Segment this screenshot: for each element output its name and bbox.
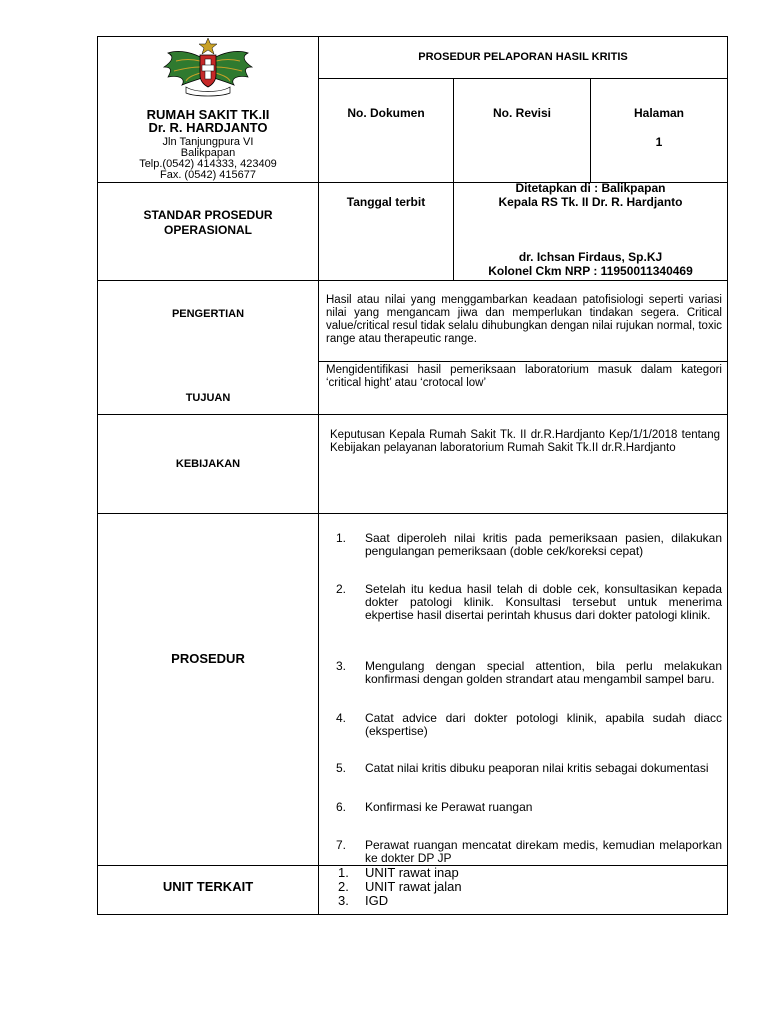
- prosedur-label: PROSEDUR: [171, 651, 245, 666]
- prosedur-step-7: [336, 839, 722, 866]
- pengertian-text: Hasil atau nilai yang menggambarkan keadaan patofisiologi seperti variasi nilai yang mengancam jiwa dan memperlukan tindakan segera. Critical value/critical resul tidak selalu dihubungkan dengan nilai rujukan normal, toxic range atau therapeutic range.: [326, 294, 722, 345]
- tujuan-text: Mengidentifikasi hasil pemeriksaan laboratorium masuk dalam kategori ‘critical hight’ atau ‘crotocal low’: [326, 364, 722, 389]
- unit-item-3: [338, 894, 388, 908]
- hospital-logo: [160, 37, 256, 97]
- header-col-divider-2: [590, 78, 591, 182]
- prosedur-step-number: 1.: [336, 531, 347, 545]
- prosedur-step-number: 3.: [336, 659, 347, 673]
- table-border-bottom: [97, 914, 728, 915]
- unit-item-number: 3.: [338, 893, 349, 908]
- hospital-name-line-2: Dr. R. HARDJANTO: [148, 120, 268, 135]
- halaman-value: 1: [655, 135, 663, 149]
- hospital-address-2: Balikpapan: [180, 147, 236, 159]
- unit-item-1: [338, 866, 459, 880]
- unit-item-number: 1.: [338, 865, 349, 880]
- ditetapkan-line-2: Kepala RS Tk. II Dr. R. Hardjanto: [498, 195, 683, 209]
- tanggal-terbit-label: Tanggal terbit: [346, 195, 426, 209]
- kebijakan-label: KEBIJAKAN: [175, 458, 241, 470]
- hospital-fax: Fax. (0542) 415677: [159, 169, 256, 181]
- no-revisi-label: No. Revisi: [492, 106, 552, 120]
- unit-item-text: UNIT rawat jalan: [365, 879, 462, 894]
- header-title-divider: [318, 78, 728, 79]
- prosedur-step-text: Catat advice dari dokter potologi klinik, apabila sudah diacc (ekspertise): [365, 711, 722, 738]
- row-divider-pengertian: [318, 361, 728, 362]
- prosedur-step-text: Mengulang dengan special attention, bila perlu melakukan konfirmasi dengan golden strandart atau mengambil sampel baru.: [365, 659, 722, 686]
- signatory-name: dr. Ichsan Firdaus, Sp.KJ: [518, 250, 663, 264]
- unit-item-text: IGD: [365, 893, 389, 908]
- unit-item-2: [338, 880, 462, 894]
- prosedur-step-text: Saat diperoleh nilai kritis pada pemeriksaan pasien, dilakukan pengulangan pemeriksaan (doble cek/koreksi cepat): [365, 531, 722, 558]
- prosedur-step-number: 6.: [336, 800, 347, 814]
- prosedur-step-5: [336, 762, 722, 789]
- prosedur-step-number: 5.: [336, 761, 347, 775]
- hospital-emblem-icon: [160, 37, 256, 97]
- prosedur-step-3: [336, 660, 722, 700]
- sop-label-line-1: STANDAR PROSEDUR: [143, 208, 273, 222]
- prosedur-step-text: Catat nilai kritis dibuku peaporan nilai kritis sebagai dokumentasi: [365, 761, 709, 775]
- prosedur-step-text: Setelah itu kedua hasil telah di doble cek, konsultasikan kepada dokter patologi klinik. Konsultasi tersebut untuk menerima ekpertise hasil disertai perintah khusus dari dokter patologi klinik.: [365, 582, 722, 622]
- header-col-divider-1: [453, 78, 454, 182]
- unit-terkait-label: UNIT TERKAIT: [162, 879, 254, 894]
- pengertian-label: PENGERTIAN: [171, 308, 245, 320]
- table-column-divider: [318, 36, 319, 915]
- hospital-address-1: Jln Tanjungpura VI: [162, 136, 254, 148]
- row-divider-tujuan: [97, 414, 728, 415]
- halaman-label: Halaman: [633, 106, 685, 120]
- prosedur-step-4: [336, 712, 722, 739]
- prosedur-step-text: Konfirmasi ke Perawat ruangan: [365, 800, 533, 814]
- prosedur-step-number: 2.: [336, 582, 347, 596]
- prosedur-step-number: 7.: [336, 838, 347, 852]
- hospital-name-line-1: RUMAH SAKIT TK.II: [146, 107, 270, 122]
- no-dokumen-label: No. Dokumen: [347, 106, 425, 120]
- prosedur-step-number: 4.: [336, 711, 347, 725]
- prosedur-step-text: Perawat ruangan mencatat direkam medis, kemudian melaporkan ke dokter DP JP: [365, 838, 722, 865]
- hospital-phone: Telp.(0542) 414333, 423409: [139, 158, 277, 170]
- prosedur-step-6: [336, 801, 722, 815]
- row-divider-kebijakan: [97, 513, 728, 514]
- prosedur-step-1: [336, 532, 722, 572]
- unit-item-number: 2.: [338, 879, 349, 894]
- document-title: PROSEDUR PELAPORAN HASIL KRITIS: [418, 51, 628, 63]
- ditetapkan-line-1: Ditetapkan di : Balikpapan: [515, 181, 666, 195]
- tujuan-label: TUJUAN: [185, 392, 231, 404]
- table-border-right: [727, 36, 728, 915]
- signatory-rank: Kolonel Ckm NRP : 11950011340469: [488, 264, 693, 278]
- unit-item-text: UNIT rawat inap: [365, 865, 459, 880]
- kebijakan-text: Keputusan Kepala Rumah Sakit Tk. II dr.R.Hardjanto Kep/1/1/2018 tentang Kebijakan pelayanan laboratorium Rumah Sakit Tk.II dr.R.Hardjanto: [330, 429, 720, 454]
- prosedur-step-2: [336, 583, 722, 635]
- header-bottom-divider: [97, 280, 728, 281]
- sop-label-line-2: OPERASIONAL: [163, 223, 252, 237]
